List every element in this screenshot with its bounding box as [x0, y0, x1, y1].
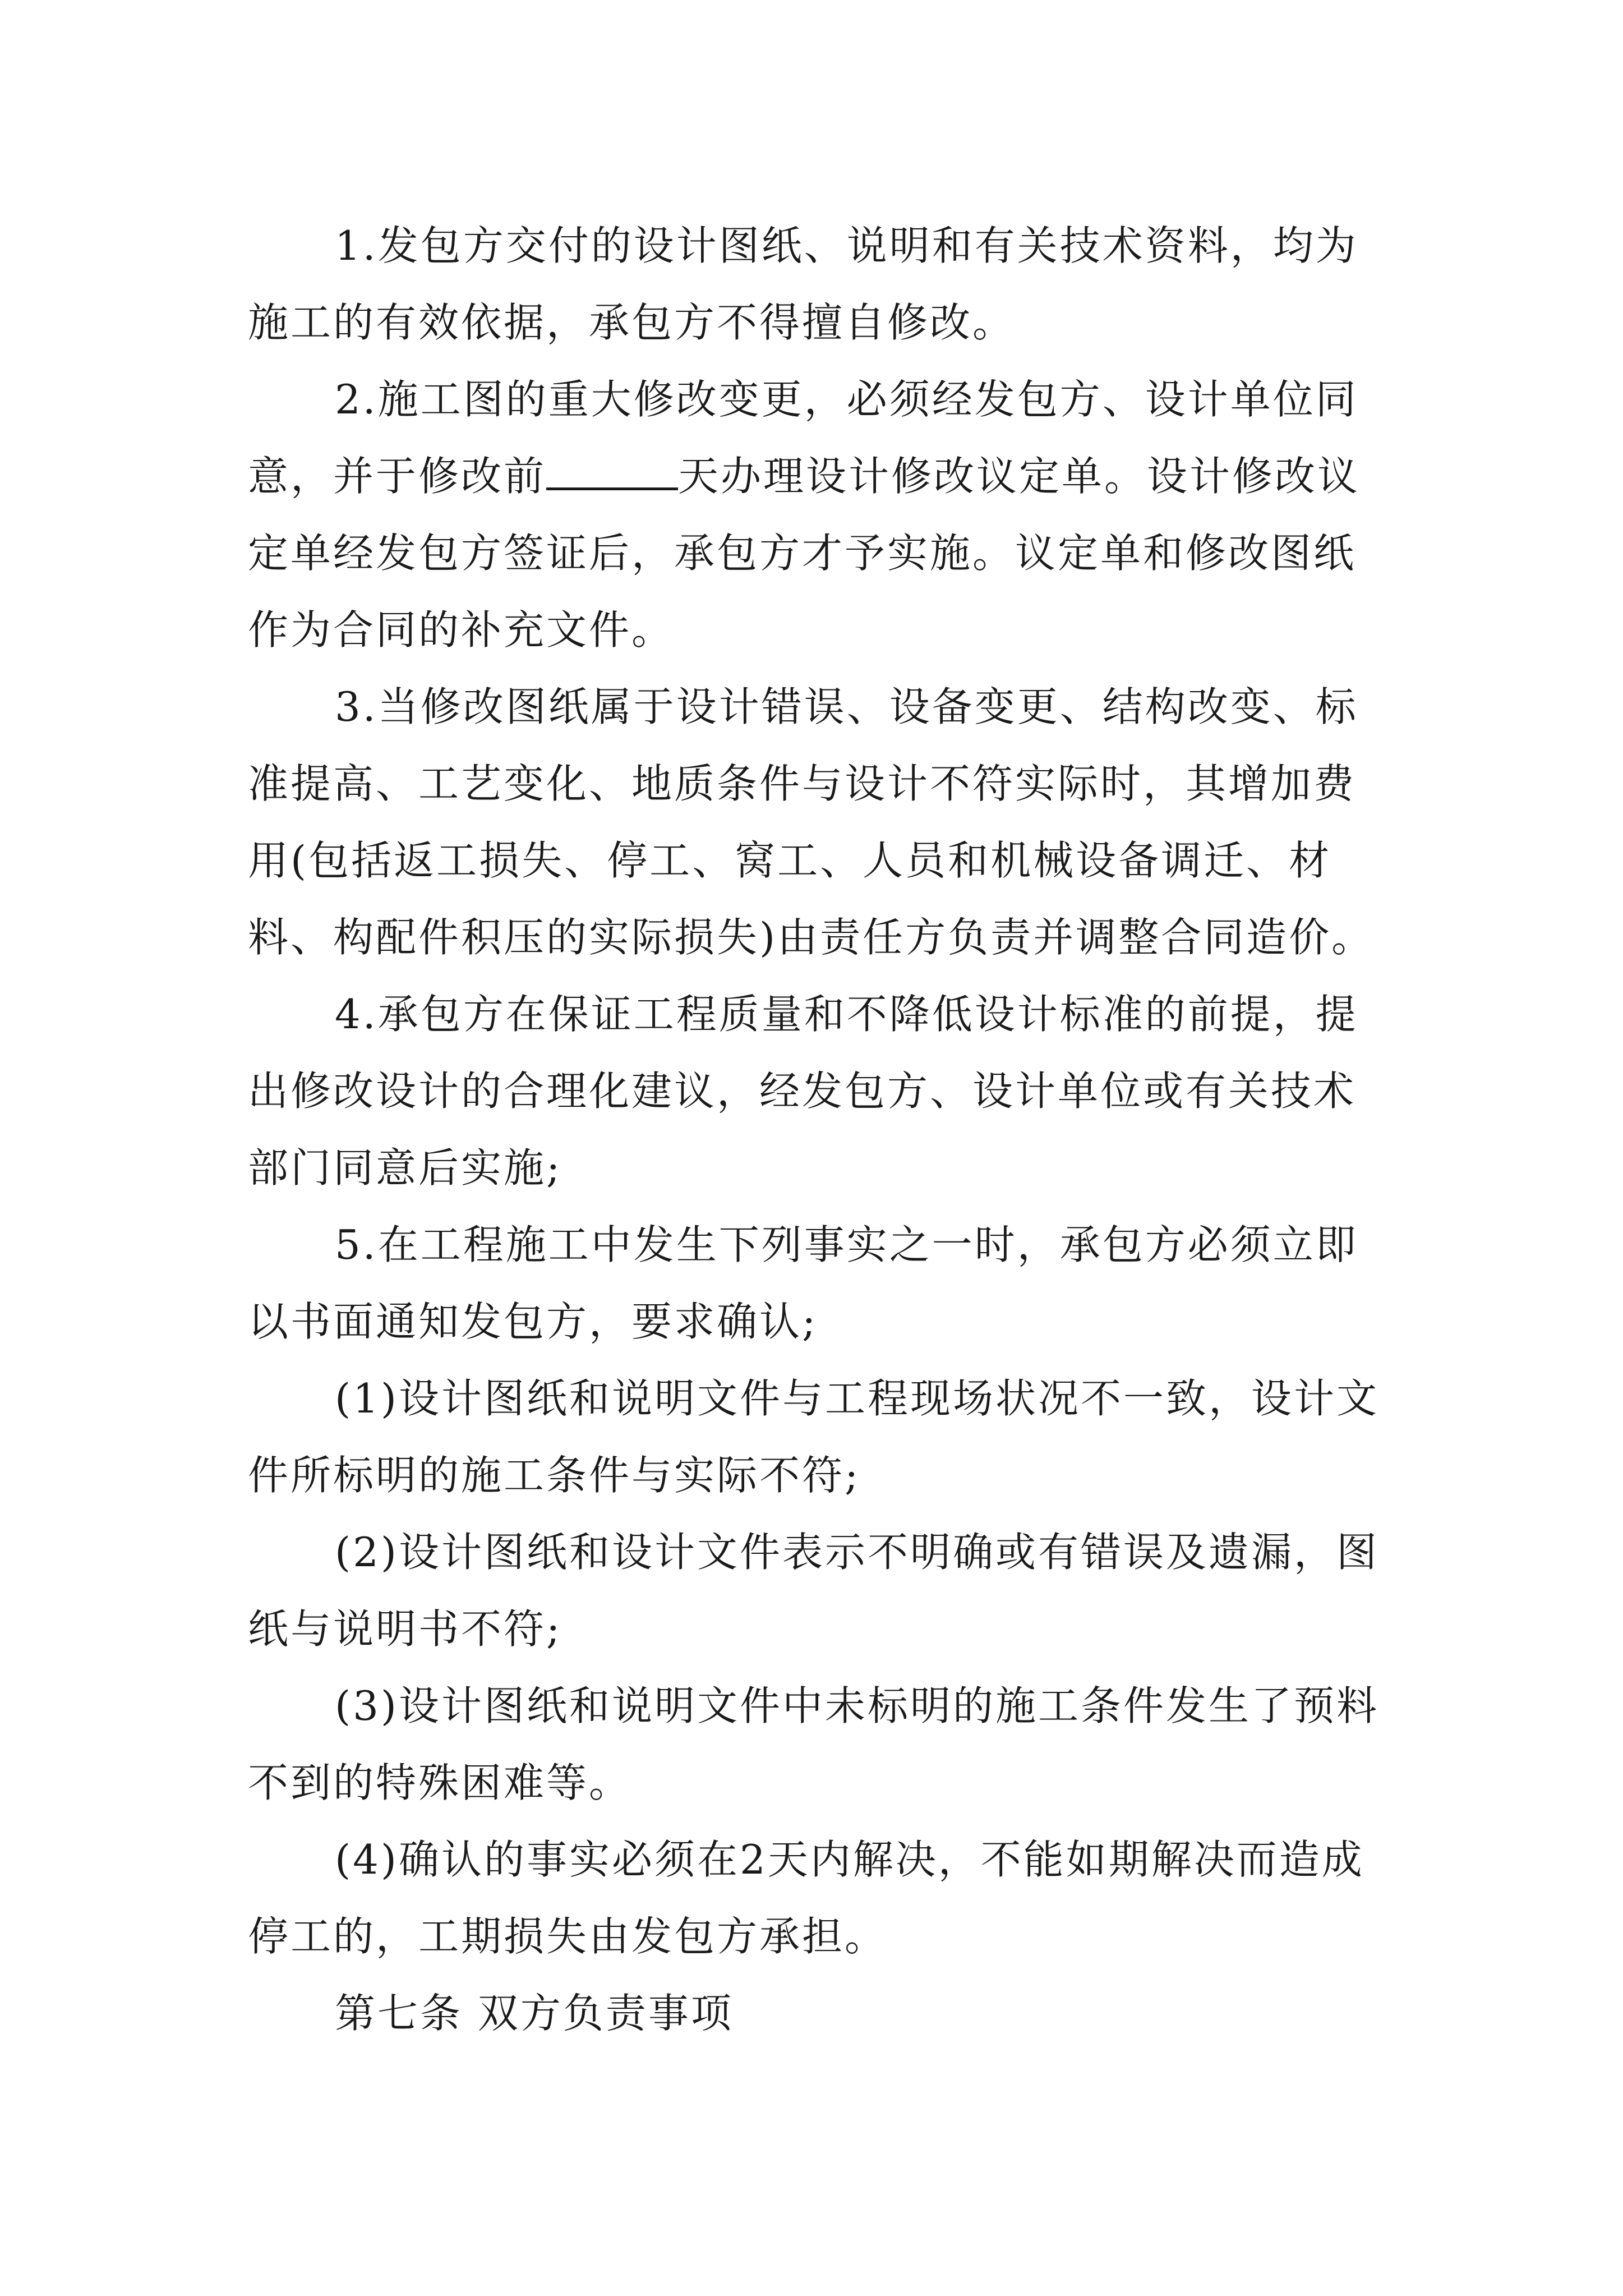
paragraph-item-2: (2)设计图纸和设计文件表示不明确或有错误及遗漏，图纸与说明书不符; [248, 1529, 1379, 1653]
paragraph-4: 4.承包方在保证工程质量和不降低设计标准的前提，提出修改设计的合理化建议，经发包方、设计单位或有关技术部门同意后实施; [248, 991, 1358, 1191]
fill-in-blank [546, 453, 678, 490]
paragraph-1: 1.发包方交付的设计图纸、说明和有关技术资料，均为施工的有效依据，承包方不得擅自修改。 [248, 222, 1358, 346]
paragraph-2-after: 天办理设计修改议定单。设计修改议定单经发包方签证后，承包方才予实施。议定单和修改图纸作为合同的补充文件。 [248, 453, 1361, 654]
paragraph-item-4: (4)确认的事实必须在2天内解决，不能如期解决而造成停工的，工期损失由发包方承担。 [248, 1836, 1364, 1960]
paragraph-2-before: 2.施工图的重大修改变更，必须经发包方、设计单位同意，并于修改前 [248, 376, 1358, 500]
paragraph-2 [248, 361, 1392, 669]
paragraph-item-3: (3)设计图纸和说明文件中未标明的施工条件发生了预料不到的特殊困难等。 [248, 1682, 1379, 1806]
paragraph-item-1: (1)设计图纸和说明文件与工程现场状况不一致，设计文件所标明的施工条件与实际不符; [248, 1375, 1379, 1499]
paragraph-3: 3.当修改图纸属于设计错误、设备变更、结构改变、标准提高、工艺变化、地质条件与设计不符实际时，其增加费用(包括返工损失、停工、窝工、人员和机械设备调迁、材料、构配件积压的实际损失)由责任方负责并调整合同造价。 [248, 683, 1375, 961]
section-heading: 第七条 双方负责事项 [335, 1990, 734, 2037]
paragraph-5: 5.在工程施工中发生下列事实之一时，承包方必须立即以书面通知发包方，要求确认; [248, 1221, 1358, 1345]
document-page [248, 208, 1392, 2052]
